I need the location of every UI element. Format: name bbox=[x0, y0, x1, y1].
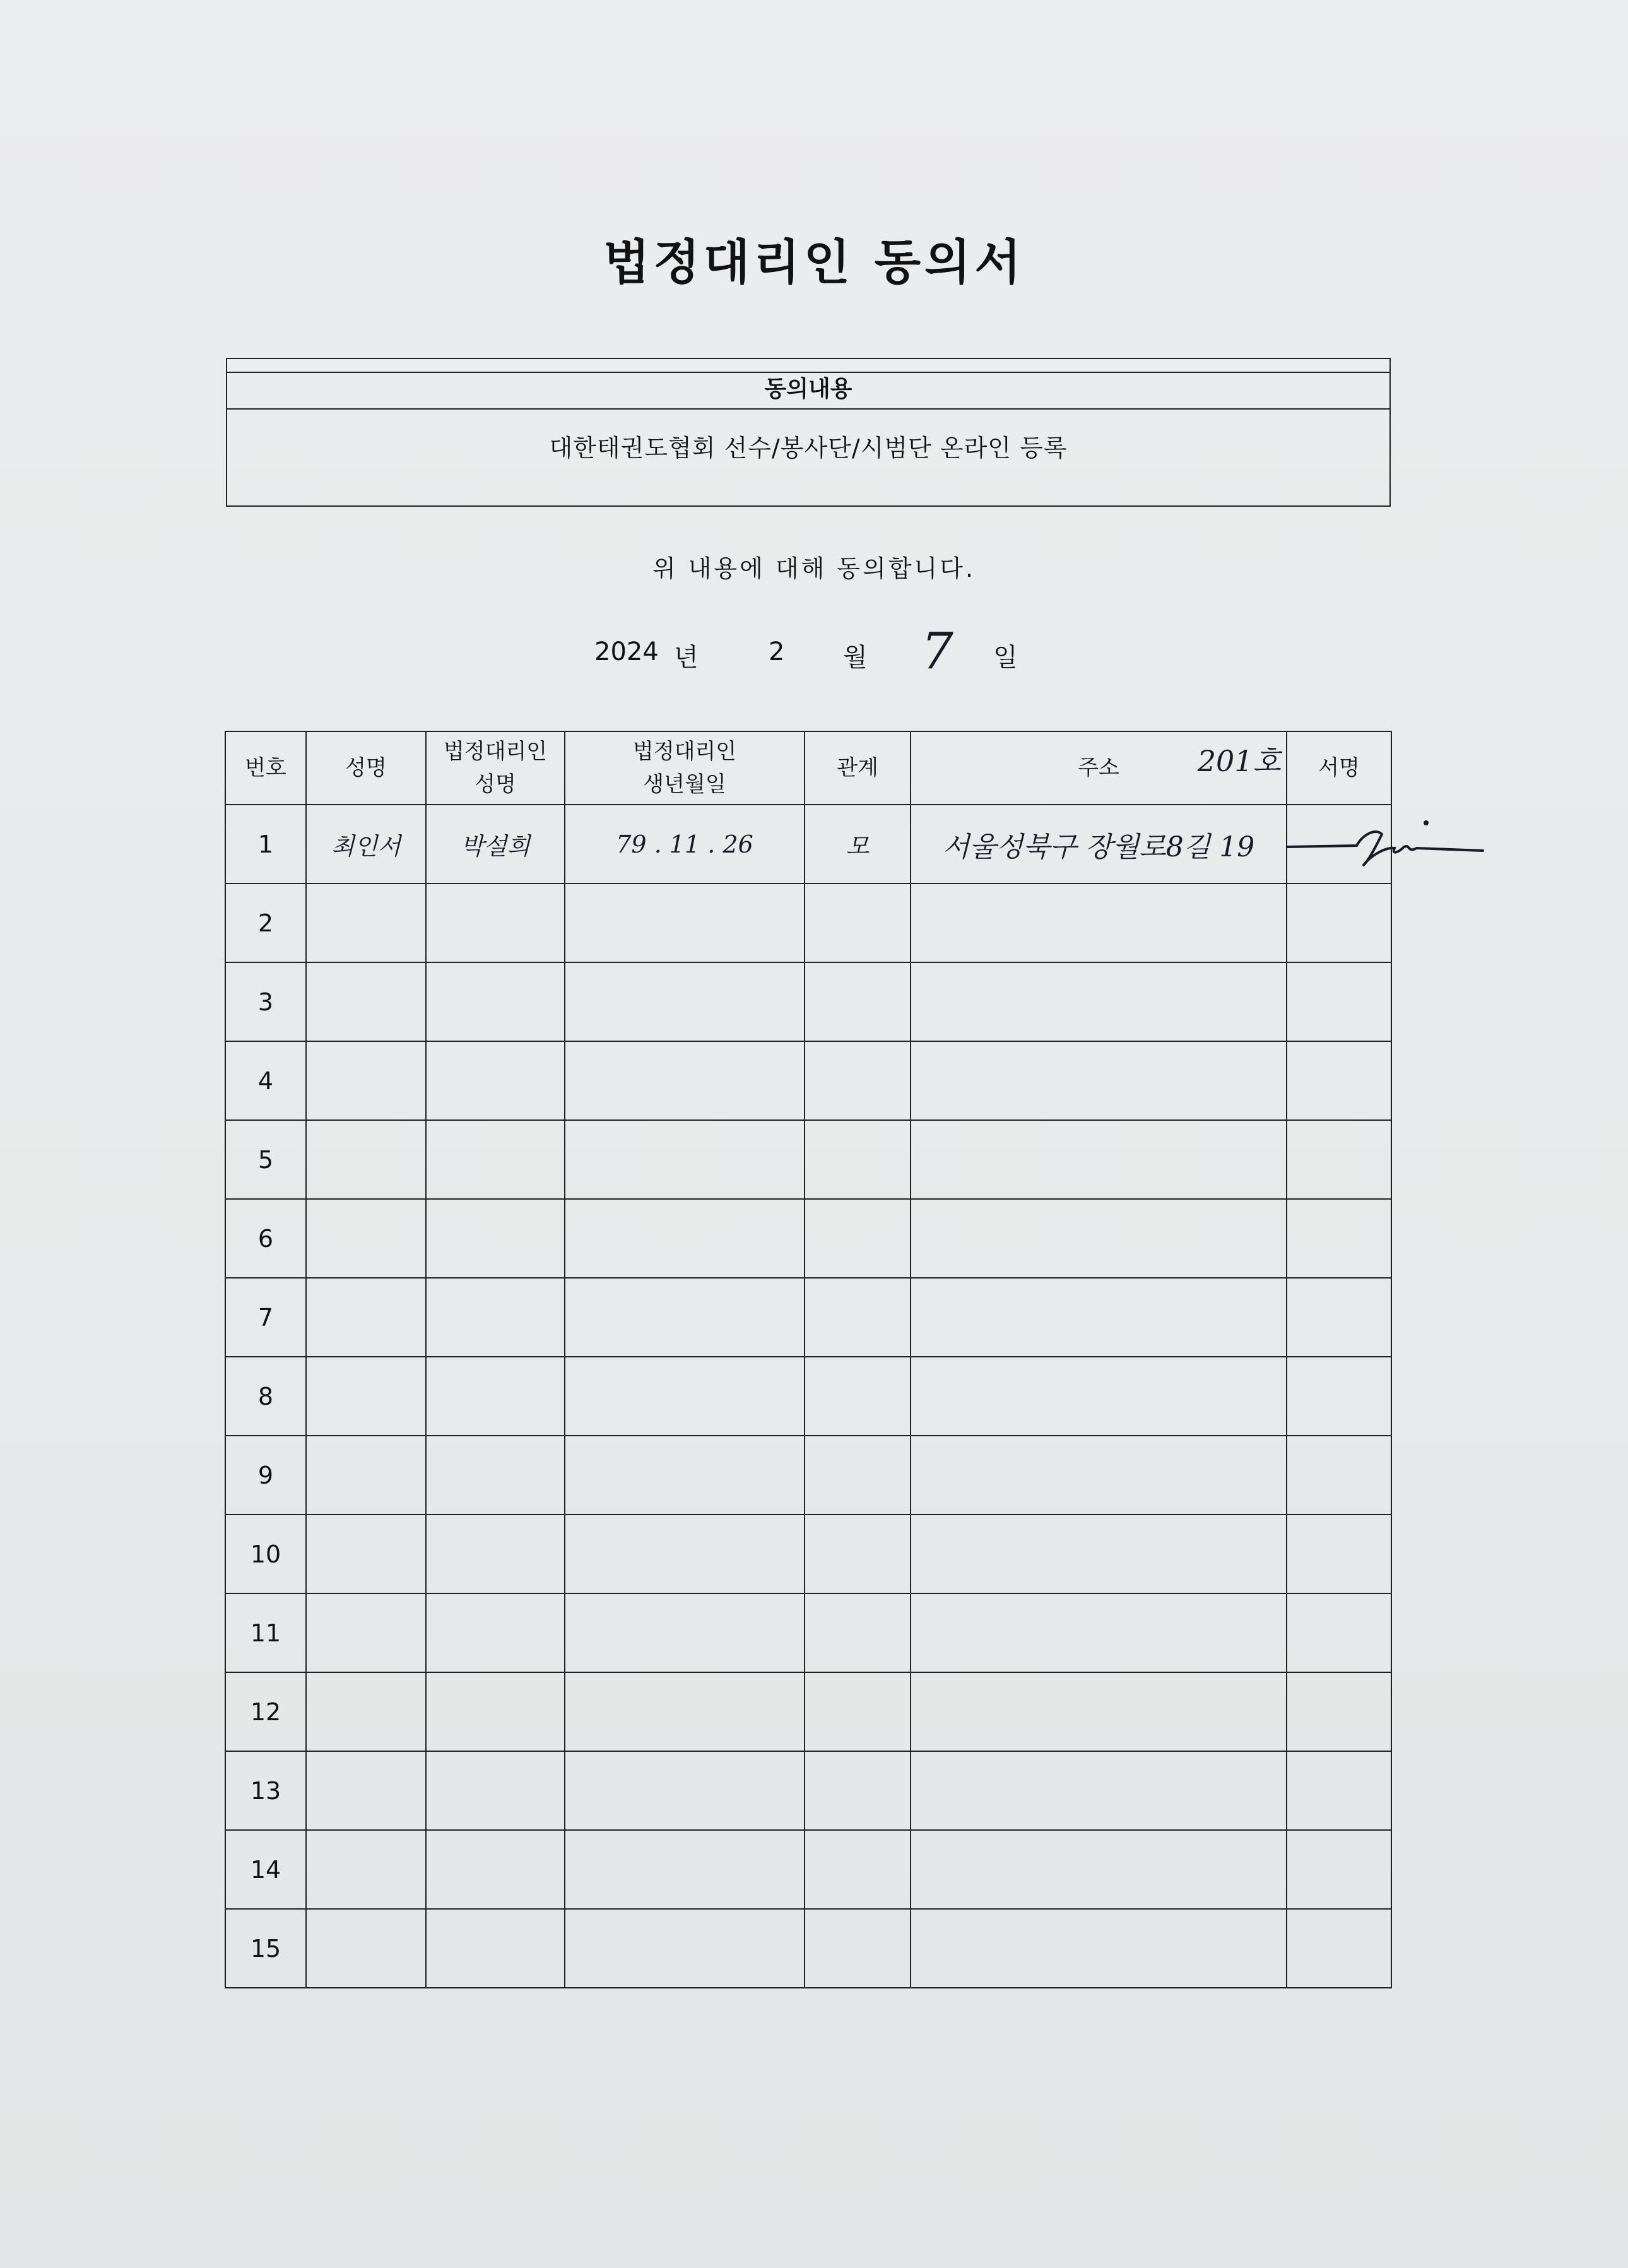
header-guardian-birth bbox=[565, 731, 805, 805]
cell-empty bbox=[306, 1909, 426, 1988]
cell-empty bbox=[1287, 1515, 1391, 1593]
cell-empty bbox=[565, 1199, 805, 1278]
cell-empty bbox=[426, 1041, 565, 1120]
cell-empty bbox=[306, 1751, 426, 1830]
cell-empty bbox=[426, 1751, 565, 1830]
cell-relation-handwritten: 모 bbox=[805, 805, 911, 883]
table-row bbox=[225, 1830, 1391, 1909]
table-row bbox=[225, 1515, 1391, 1593]
date-day-unit: 일 bbox=[993, 643, 1018, 672]
cell-empty bbox=[426, 1278, 565, 1357]
cell-empty bbox=[805, 1672, 911, 1751]
cell-empty bbox=[565, 1278, 805, 1357]
cell-empty bbox=[426, 883, 565, 962]
cell-empty bbox=[805, 1278, 911, 1357]
cell-guardian-birth-handwritten: 79 . 11 . 26 bbox=[565, 805, 805, 883]
cell-empty bbox=[805, 1830, 911, 1909]
cell-empty bbox=[911, 1357, 1287, 1436]
cell-empty bbox=[306, 883, 426, 962]
cell-empty bbox=[805, 1593, 911, 1672]
header-signature: 서명 bbox=[1287, 731, 1391, 805]
cell-empty bbox=[805, 1357, 911, 1436]
cell-no: 6 bbox=[225, 1199, 306, 1278]
cell-empty bbox=[805, 1436, 911, 1515]
cell-empty bbox=[306, 1199, 426, 1278]
cell-empty bbox=[1287, 1278, 1391, 1357]
cell-empty bbox=[426, 1120, 565, 1199]
cell-no: 11 bbox=[225, 1593, 306, 1672]
cell-empty bbox=[1287, 1041, 1391, 1120]
cell-empty bbox=[306, 1672, 426, 1751]
cell-empty bbox=[565, 1593, 805, 1672]
cell-empty bbox=[911, 1120, 1287, 1199]
cell-empty bbox=[426, 1199, 565, 1278]
cell-empty bbox=[426, 1909, 565, 1988]
handwritten-signature bbox=[1281, 809, 1489, 878]
cell-empty bbox=[805, 1120, 911, 1199]
header-guardian-birth-line2: 생년월일 bbox=[643, 772, 726, 797]
cell-empty bbox=[911, 1278, 1287, 1357]
cell-empty bbox=[1287, 1830, 1391, 1909]
cell-empty bbox=[805, 1199, 911, 1278]
cell-no: 10 bbox=[225, 1515, 306, 1593]
cell-empty bbox=[565, 1357, 805, 1436]
cell-empty bbox=[911, 1593, 1287, 1672]
cell-empty bbox=[306, 962, 426, 1041]
cell-empty bbox=[565, 1120, 805, 1199]
cell-signature bbox=[1287, 805, 1391, 883]
cell-no: 13 bbox=[225, 1751, 306, 1830]
cell-empty bbox=[805, 962, 911, 1041]
cell-no: 8 bbox=[225, 1357, 306, 1436]
cell-no: 9 bbox=[225, 1436, 306, 1515]
cell-empty bbox=[1287, 1436, 1391, 1515]
cell-empty bbox=[911, 1830, 1287, 1909]
header-address: 주소 bbox=[1078, 755, 1119, 781]
cell-empty bbox=[306, 1593, 426, 1672]
consent-heading: 동의내용 bbox=[227, 372, 1389, 410]
cell-empty bbox=[565, 1515, 805, 1593]
header-guardian-birth-line1: 법정대리인 bbox=[632, 739, 737, 764]
date-year-unit: 년 bbox=[674, 643, 699, 672]
cell-no: 5 bbox=[225, 1120, 306, 1199]
date-month-unit: 월 bbox=[843, 643, 868, 672]
cell-empty bbox=[1287, 1672, 1391, 1751]
cell-empty bbox=[911, 1515, 1287, 1593]
cell-empty bbox=[426, 1357, 565, 1436]
consent-box bbox=[226, 358, 1391, 507]
header-guardian-name bbox=[426, 731, 565, 805]
cell-empty bbox=[426, 962, 565, 1041]
cell-no: 1 bbox=[225, 805, 306, 883]
table-row bbox=[225, 962, 1391, 1041]
table-row bbox=[225, 1278, 1391, 1357]
cell-empty bbox=[911, 1041, 1287, 1120]
cell-empty bbox=[911, 883, 1287, 962]
header-relation: 관계 bbox=[805, 731, 911, 805]
cell-no: 7 bbox=[225, 1278, 306, 1357]
cell-empty bbox=[565, 1909, 805, 1988]
cell-empty bbox=[1287, 1357, 1391, 1436]
cell-empty bbox=[565, 1672, 805, 1751]
cell-empty bbox=[306, 1357, 426, 1436]
cell-empty bbox=[306, 1041, 426, 1120]
header-address-cell bbox=[911, 731, 1287, 805]
cell-empty bbox=[306, 1436, 426, 1515]
cell-empty bbox=[306, 1830, 426, 1909]
cell-empty bbox=[911, 1199, 1287, 1278]
cell-empty bbox=[911, 962, 1287, 1041]
registration-table bbox=[225, 731, 1392, 1988]
cell-empty bbox=[1287, 1199, 1391, 1278]
cell-no: 2 bbox=[225, 883, 306, 962]
table-row bbox=[225, 805, 1391, 883]
cell-empty bbox=[1287, 883, 1391, 962]
cell-no: 3 bbox=[225, 962, 306, 1041]
table-row bbox=[225, 1120, 1391, 1199]
date-day-handwritten: 7 bbox=[921, 622, 953, 680]
cell-empty bbox=[426, 1515, 565, 1593]
cell-empty bbox=[1287, 1593, 1391, 1672]
cell-no: 14 bbox=[225, 1830, 306, 1909]
table-row bbox=[225, 1199, 1391, 1278]
cell-address-handwritten: 서울성북구 장월로8길 19 bbox=[911, 805, 1287, 883]
cell-empty bbox=[805, 1041, 911, 1120]
table-row bbox=[225, 883, 1391, 962]
cell-empty bbox=[805, 1515, 911, 1593]
cell-empty bbox=[911, 1909, 1287, 1988]
cell-empty bbox=[426, 1593, 565, 1672]
cell-empty bbox=[1287, 1909, 1391, 1988]
consent-body: 대한태권도협회 선수/봉사단/시범단 온라인 등록 bbox=[549, 434, 1068, 462]
date-year: 2024 bbox=[594, 637, 659, 666]
cell-empty bbox=[306, 1515, 426, 1593]
header-no: 번호 bbox=[225, 731, 306, 805]
cell-empty bbox=[1287, 962, 1391, 1041]
document-title: 법정대리인 동의서 bbox=[603, 234, 1025, 290]
cell-empty bbox=[426, 1672, 565, 1751]
cell-no: 12 bbox=[225, 1672, 306, 1751]
cell-empty bbox=[565, 962, 805, 1041]
cell-empty bbox=[565, 1436, 805, 1515]
cell-empty bbox=[306, 1278, 426, 1357]
header-guardian-name-line1: 법정대리인 bbox=[443, 739, 548, 764]
cell-name-handwritten: 최인서 bbox=[306, 805, 426, 883]
address-note-handwritten: 201호 bbox=[1197, 744, 1281, 778]
table-row bbox=[225, 1751, 1391, 1830]
cell-empty bbox=[911, 1672, 1287, 1751]
table-row bbox=[225, 1041, 1391, 1120]
table-row bbox=[225, 1593, 1391, 1672]
header-guardian-name-line2: 성명 bbox=[475, 772, 516, 797]
cell-no: 4 bbox=[225, 1041, 306, 1120]
cell-empty bbox=[426, 1436, 565, 1515]
cell-empty bbox=[565, 1041, 805, 1120]
table-row bbox=[225, 1672, 1391, 1751]
cell-empty bbox=[911, 1436, 1287, 1515]
cell-empty bbox=[565, 1830, 805, 1909]
cell-empty bbox=[565, 1751, 805, 1830]
cell-empty bbox=[805, 883, 911, 962]
cell-empty bbox=[1287, 1120, 1391, 1199]
cell-empty bbox=[805, 1909, 911, 1988]
cell-no: 15 bbox=[225, 1909, 306, 1988]
cell-empty bbox=[911, 1751, 1287, 1830]
agree-statement: 위 내용에 대해 동의합니다. bbox=[652, 555, 976, 582]
header-name: 성명 bbox=[306, 731, 426, 805]
date-month: 2 bbox=[769, 637, 785, 666]
cell-empty bbox=[426, 1830, 565, 1909]
table-header-row bbox=[225, 731, 1391, 805]
cell-empty bbox=[805, 1751, 911, 1830]
cell-empty bbox=[306, 1120, 426, 1199]
table-row bbox=[225, 1436, 1391, 1515]
cell-empty bbox=[1287, 1751, 1391, 1830]
cell-empty bbox=[565, 883, 805, 962]
table-row bbox=[225, 1909, 1391, 1988]
cell-guardian-name-handwritten: 박설희 bbox=[426, 805, 565, 883]
table-row bbox=[225, 1357, 1391, 1436]
